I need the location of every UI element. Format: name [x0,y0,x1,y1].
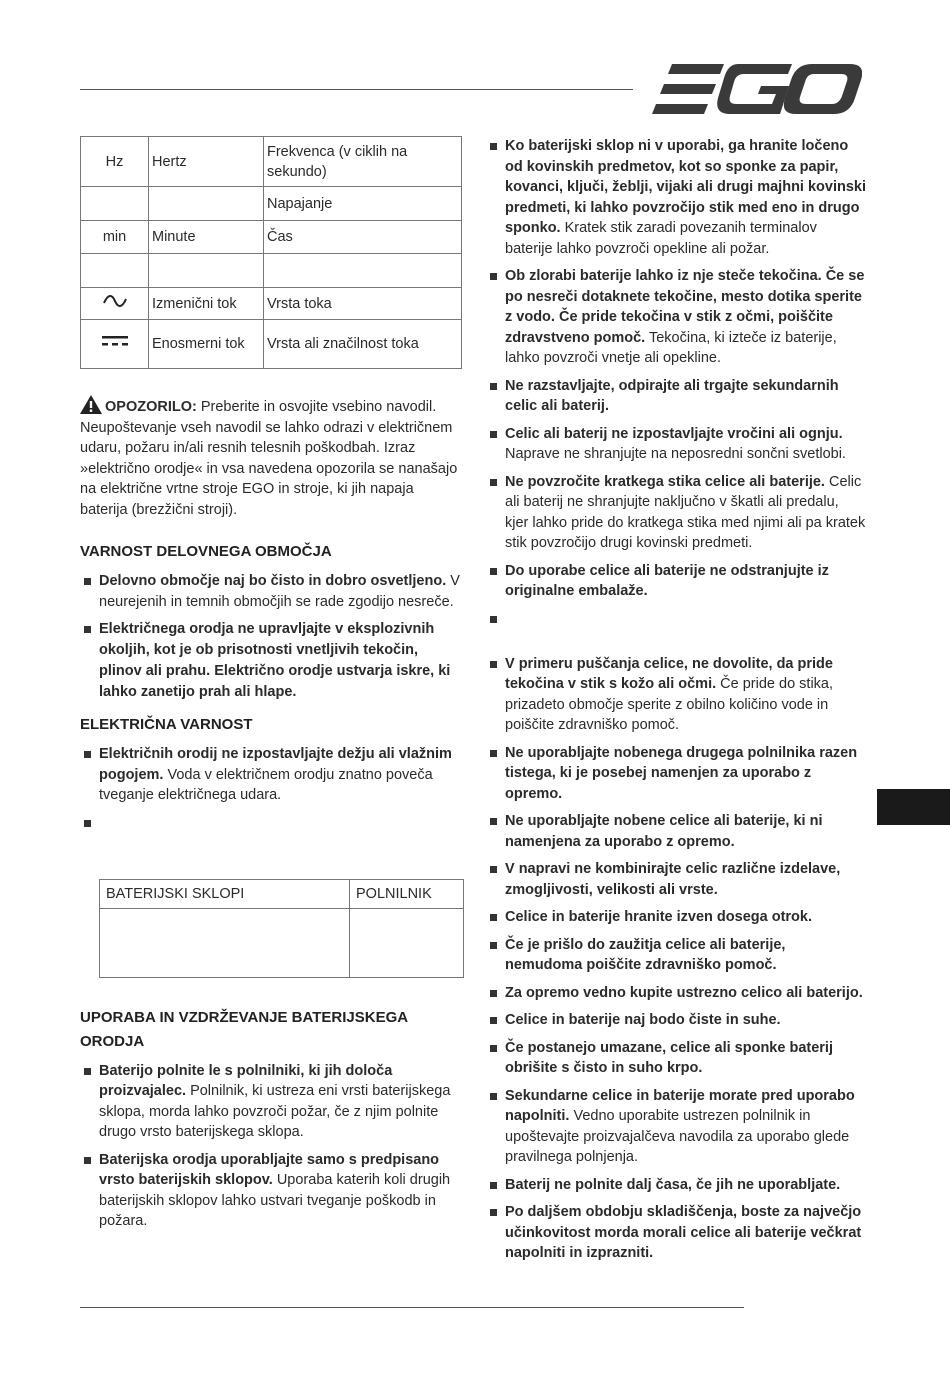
symbol-cell: Hz [81,137,149,187]
symbols-table [80,136,462,369]
list-item: Električnega orodja ne upravljajte v eksplozivnih okoljih, kot je ob prisotnosti vnetljivih tekočin, plinov ali prahu. Električno orodje ustvarja iskre, ki lahko zanetijo prah ali hlape. [80,619,464,703]
name-cell: Enosmerni tok [149,320,264,369]
table-header-cell: BATERIJSKI SKLOPI [100,879,350,908]
symbol-cell [81,254,149,288]
list-item: Celice in baterije naj bodo čiste in suhe. [486,1010,866,1031]
electrical-heading: ELEKTRIČNA VARNOST [80,716,253,733]
table-row [100,879,464,908]
name-cell: Minute [149,221,264,254]
table-row [81,320,462,369]
work-area-list [80,571,464,703]
list-item: Baterijska orodja uporabljajte samo s predpisano vrsto baterijskih sklopov. Uporaba katerih koli drugih baterijskih sklopov lahko ustvari tveganje poškodb in požara. [80,1150,464,1232]
list-item: Ne uporabljajte nobene celice ali baterije, ki ni namenjena za uporabo z opremo. [486,811,866,852]
table-header-cell: POLNILNIK [350,879,464,908]
list-item: Ne razstavljajte, odpirajte ali trgajte sekundarnih celic ali baterij. [486,376,866,417]
battery-use-list [80,1061,464,1232]
battery-use-heading: UPORABA IN VZDRŽEVANJE BATERIJSKEGA ORODJA [80,1008,408,1050]
meaning-cell: Frekvenca (v ciklih na sekundo) [264,137,462,187]
list-item: Ne uporabljajte nobenega drugega polnilnika razen tistega, ki je posebej namenjen za uporabo z opremo. [486,743,866,805]
table-row [81,187,462,221]
work-area-heading: VARNOST DELOVNEGA OBMOČJA [80,543,332,560]
list-item: Sekundarne celice in baterije morate pred uporabo napolniti. Vedno uporabite ustrezen polnilnik in upoštevajte proizvajalčeva navodila za uporabo glede pravilnega polnjenja. [486,1086,866,1168]
name-cell: Hertz [149,137,264,187]
list-item: Če je prišlo do zaužitja celice ali baterije, nemudoma poiščite zdravniško pomoč. [486,935,866,976]
list-item: V primeru puščanja celice, ne dovolite, da pride tekočina v stik s kožo ali očmi. Če pride do stika, prizadeto območje sperite z obilno količino vode in poiščite zdravniško pomoč. [486,654,866,736]
ego-logo [652,62,862,116]
list-item [486,609,866,647]
symbol-cell [81,288,149,320]
symbol-cell [81,187,149,221]
table-cell [100,908,350,977]
list-item: Do uporabe celice ali baterije ne odstranjujte iz originalne embalaže. [486,561,866,602]
battery-charger-table [99,879,464,978]
name-cell [149,187,264,221]
list-item: Če postanejo umazane, celice ali sponke baterij obrišite s čisto in suho krpo. [486,1038,866,1079]
meaning-cell [264,254,462,288]
list-item: Ne povzročite kratkega stika celice ali baterije. Celic ali baterij ne shranjujte naključno v škatli ali predalu, kjer lahko pride do kratkega stika med njimi ali pa kratek stik povzročijo drugi kovinski predmeti. [486,472,866,554]
header-rule [80,89,633,90]
list-item: Baterijo polnite le s polnilniki, ki jih določa proizvajalec. Polnilnik, ki ustreza eni vrsti baterijskega sklopa, morda lahko povzroči požar, če z njim polnite drugo vrsto baterijskega sklopa. [80,1061,464,1143]
list-item: Po daljšem obdobju skladiščenja, boste za največjo učinkovitost morda morali celice ali baterije večkrat napolniti in izprazniti. [486,1202,866,1264]
warning-label: OPOZORILO: [105,399,197,415]
warning-paragraph [80,395,464,520]
alternating-current-icon [102,294,128,308]
electrical-list [80,744,464,835]
meaning-cell: Čas [264,221,462,254]
list-item: Celic ali baterij ne izpostavljajte vročini ali ognju. Naprave ne shranjujte na neposredni sončni svetlobi. [486,424,866,465]
list-item: Baterij ne polnite dalj časa, če jih ne uporabljate. [486,1175,866,1196]
table-row [100,908,464,977]
list-item: V napravi ne kombinirajte celic različne izdelave, zmogljivosti, velikosti ali vrste. [486,859,866,900]
list-item: Delovno območje naj bo čisto in dobro osvetljeno. V neurejenih in temnih območjih se rade zgodijo nesreče. [80,571,464,612]
list-item: Ob zlorabi baterije lahko iz nje steče tekočina. Če se po nesreči dotaknete tekočine, mesto dotika sperite z vodo. Če pride tekočina v stik z očmi, poiščite zdravstveno pomoč. Tekočina, ki izteče iz baterije, lahko povzroči vnetje ali opekline. [486,266,866,369]
right-column [486,136,866,1271]
list-item: Ko baterijski sklop ni v uporabi, ga hranite ločeno od kovinskih predmetov, kot so sponke za papir, kovanci, ključi, žeblji, vijaki ali drugi majhni kovinski predmeti, ki lahko povzročijo stik med eno in drugo sponko. Kratek stik zaradi povezanih terminalov baterije lahko povzroči opekline ali požar. [486,136,866,259]
table-row [81,221,462,254]
symbol-cell [81,320,149,369]
warning-text: Preberite in osvojite vsebino navodil. Neupoštevanje vseh navodil se lahko odrazi v električnem udaru, požaru in/ali resnih telesnih poškodbah. Izraz »električno orodje« in vsa navedena opozorila se nanašajo na električne vrtne stroje EGO in stroje, ki jih napaja baterija (brezžični stroji). [80,399,458,518]
list-item: Celice in baterije hranite izven dosega otrok. [486,907,866,928]
footer-rule [80,1307,744,1308]
symbol-cell: min [81,221,149,254]
left-column [80,136,464,1239]
list-item: Za opremo vedno kupite ustrezno celico ali baterijo. [486,983,866,1004]
table-row [81,254,462,288]
list-item [80,813,464,835]
table-row [81,137,462,187]
table-cell [350,908,464,977]
direct-current-icon [101,334,129,348]
battery-safety-list [486,136,866,1264]
warning-icon [80,395,102,414]
meaning-cell: Napajanje [264,187,462,221]
language-tab-marker [877,789,950,825]
name-cell: Izmenični tok [149,288,264,320]
meaning-cell: Vrsta ali značilnost toka [264,320,462,369]
meaning-cell: Vrsta toka [264,288,462,320]
list-item: Električnih orodij ne izpostavljajte dežju ali vlažnim pogojem. Voda v električnem orodju znatno poveča tveganje električnega udara. [80,744,464,806]
name-cell [149,254,264,288]
table-row [81,288,462,320]
